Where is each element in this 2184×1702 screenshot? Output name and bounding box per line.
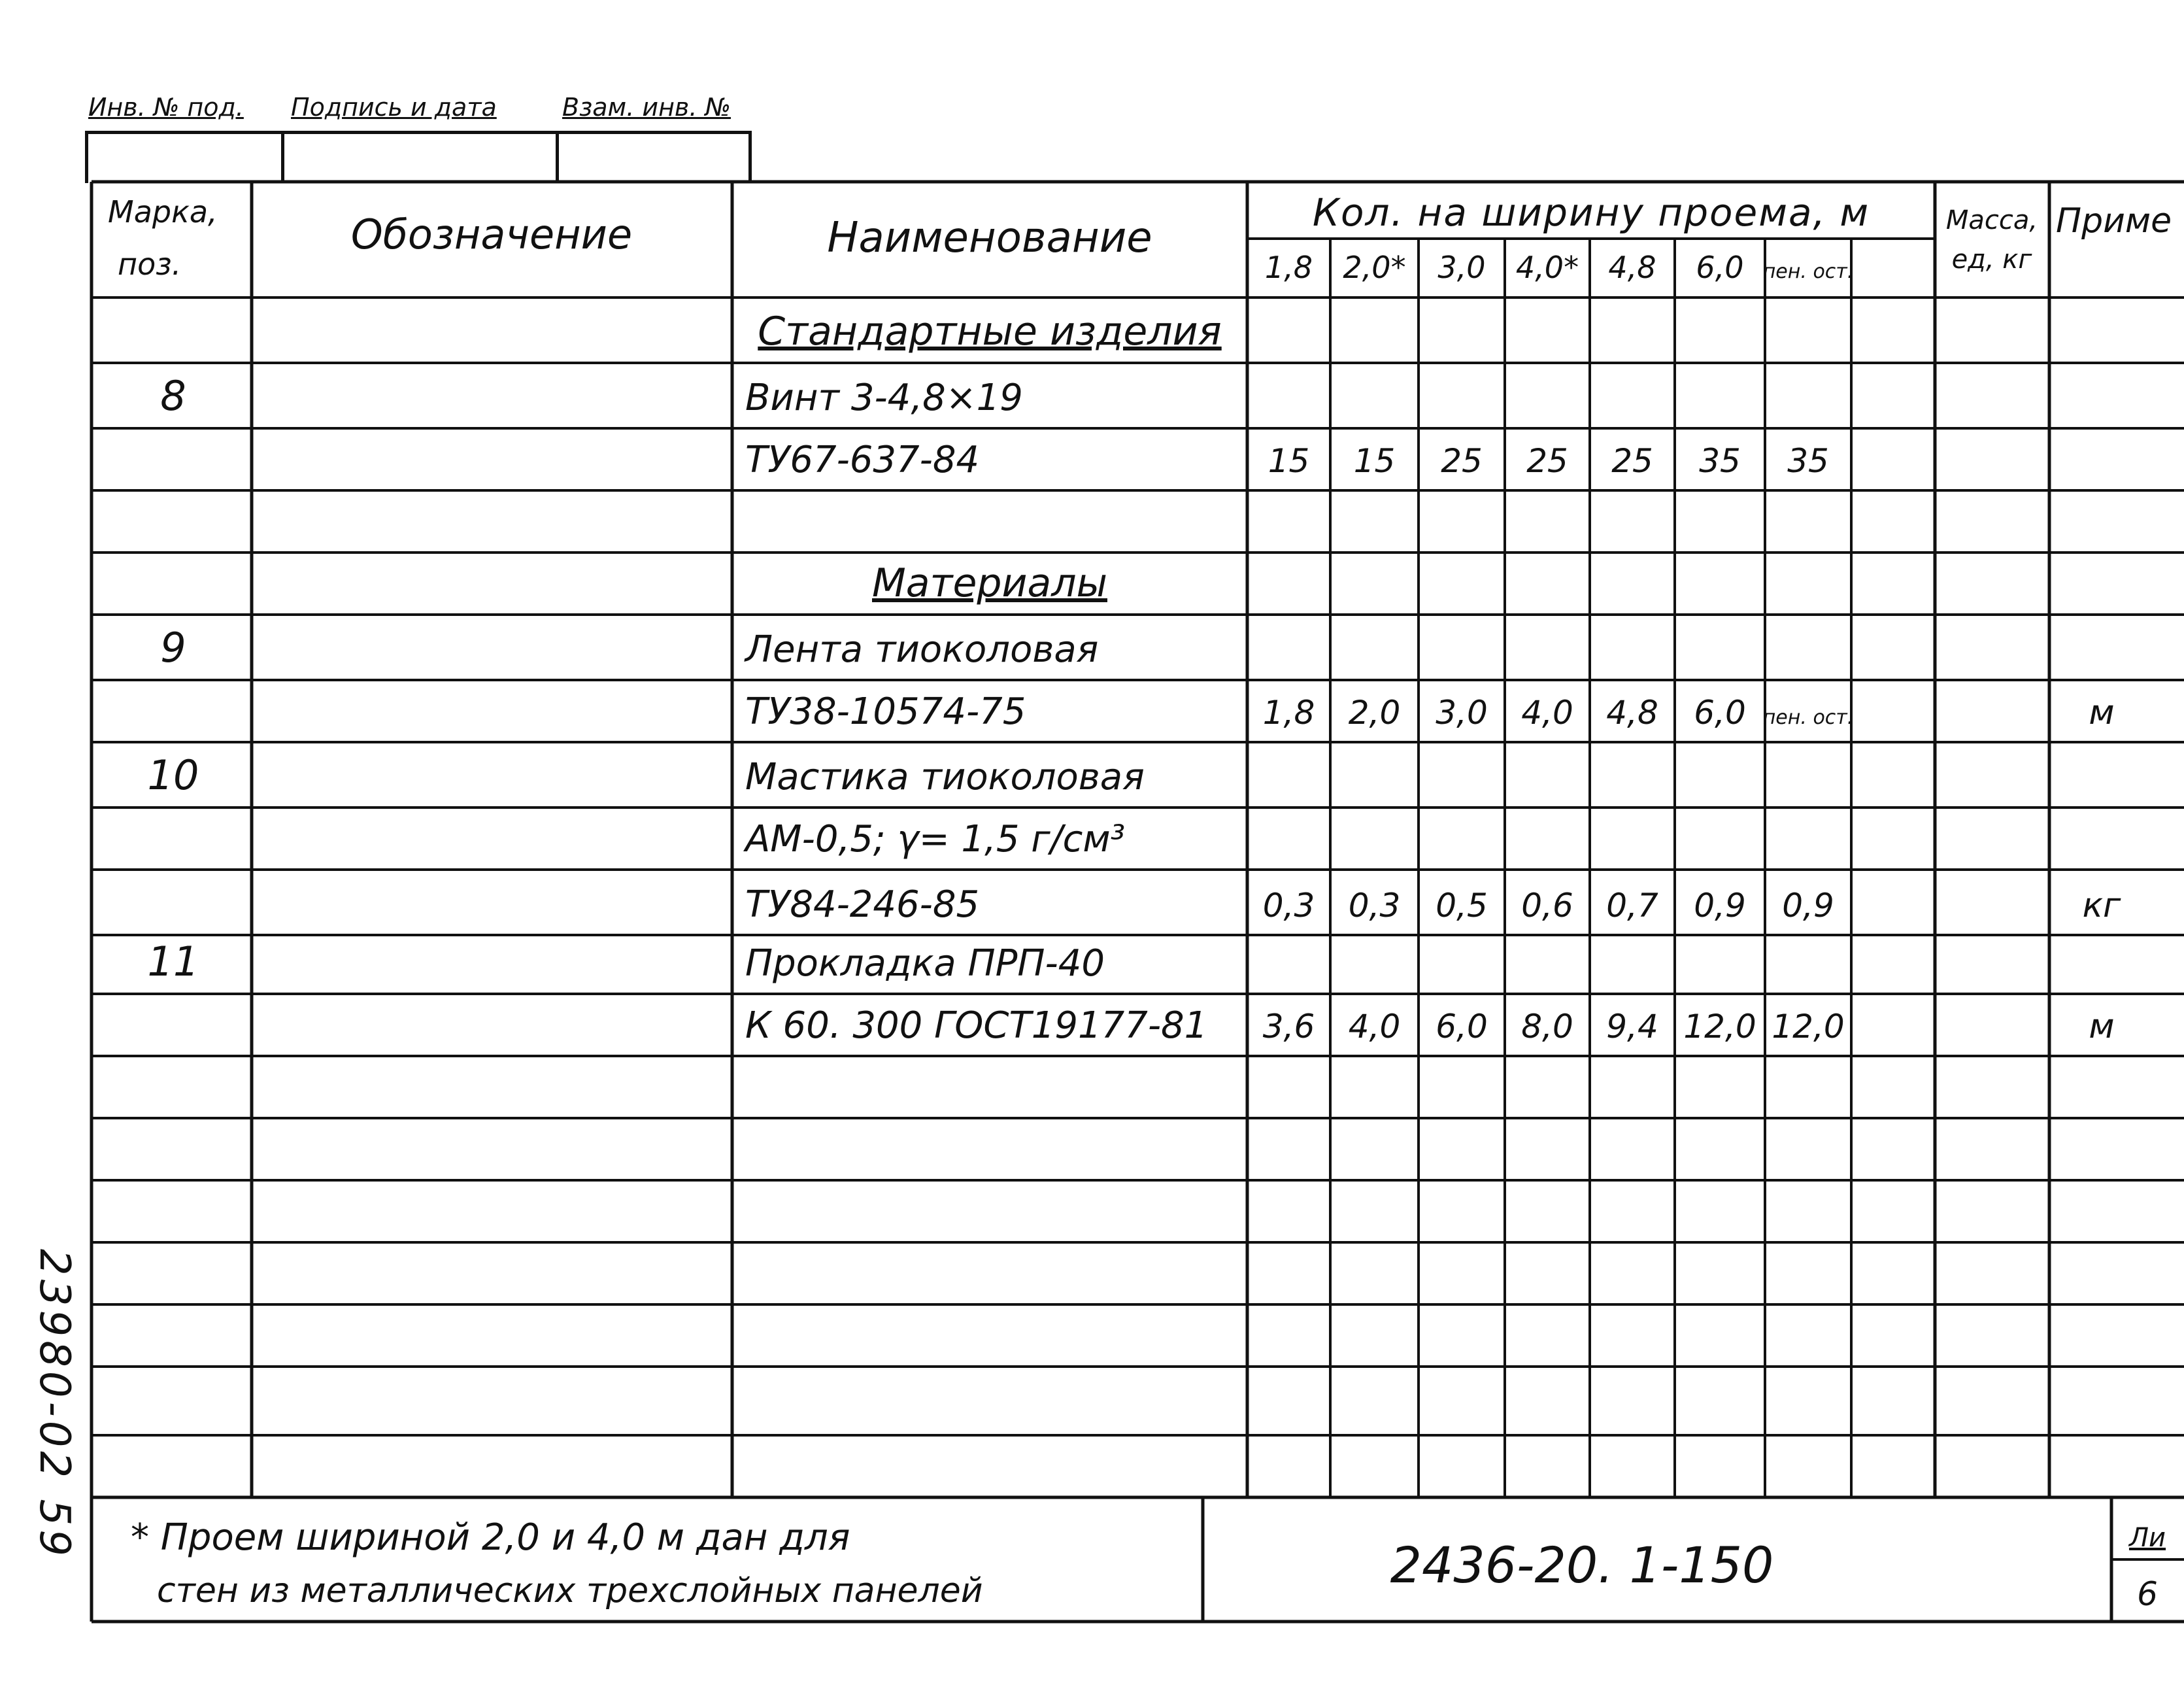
row-mark: 11 <box>147 938 199 985</box>
row-qty: 6,0 <box>1694 694 1746 732</box>
row-qty: 25 <box>1441 442 1483 480</box>
row-mark: 10 <box>147 751 199 799</box>
header-designation: Обозначение <box>350 211 633 258</box>
header-note: Приме <box>2056 201 2172 241</box>
row-qty: 15 <box>1268 442 1310 480</box>
row-section-title: Стандартные изделия <box>758 309 1222 354</box>
row-name: Мастика тиоколовая <box>745 756 1145 798</box>
row-qty: 4,0 <box>1348 1008 1401 1046</box>
header-width: 6,0 <box>1696 250 1744 285</box>
row-name: ТУ38-10574-75 <box>745 690 1026 733</box>
row-qty: 35 <box>1787 442 1829 480</box>
header-mark-2: поз. <box>118 247 182 282</box>
row-qty: 35 <box>1699 442 1741 480</box>
header-mass: Масса, <box>1945 205 2038 235</box>
row-qty: 0,6 <box>1521 887 1573 925</box>
sheet-number: 6 <box>2137 1575 2158 1613</box>
header-width: 4,0* <box>1515 250 1579 285</box>
footnote-line1: * Проем шириной 2,0 и 4,0 м дан для <box>131 1516 850 1559</box>
row-qty: 15 <box>1353 442 1396 480</box>
header-width: пен. ост. <box>1762 260 1854 283</box>
header-qty-title: Кол. на ширину проема, м <box>1312 190 1870 235</box>
row-note: м <box>2089 1007 2115 1046</box>
header-width: 4,8 <box>1608 250 1656 285</box>
row-qty: 9,4 <box>1606 1008 1658 1046</box>
row-mark: 9 <box>160 624 186 672</box>
row-qty: 0,5 <box>1436 887 1488 925</box>
row-qty: 3,6 <box>1262 1008 1315 1046</box>
header-width: 1,8 <box>1264 250 1313 285</box>
row-qty: 4,0 <box>1521 694 1573 732</box>
document-code: 2436-20. 1-150 <box>1390 1536 1774 1594</box>
row-mark: 8 <box>160 372 186 420</box>
header-width: 3,0 <box>1437 250 1486 285</box>
sheet-label: Ли <box>2128 1523 2166 1553</box>
row-name: ТУ67-637-84 <box>745 439 980 481</box>
row-qty: 25 <box>1611 442 1653 480</box>
row-qty: 12,0 <box>1772 1008 1845 1046</box>
row-qty: 1,8 <box>1262 694 1315 732</box>
stamp-replace-inv: Взам. инв. № <box>562 93 731 122</box>
header-name: Наименование <box>827 214 1152 262</box>
stamp-signature-date: Подпись и дата <box>291 93 497 122</box>
row-qty: 0,7 <box>1606 887 1658 925</box>
row-qty: 0,3 <box>1262 887 1315 925</box>
row-qty: 0,9 <box>1782 887 1834 925</box>
row-qty: 8,0 <box>1521 1008 1573 1046</box>
row-name: Лента тиоколовая <box>745 628 1099 671</box>
header-mass-2: ед, кг <box>1951 245 2032 275</box>
row-qty: 3,0 <box>1436 694 1488 732</box>
row-qty: 6,0 <box>1436 1008 1488 1046</box>
side-number-text: 23980-02 59 <box>30 1249 78 1560</box>
footnote-line2: стен из металлических трехслойных панелей <box>157 1571 983 1610</box>
row-qty: 12,0 <box>1683 1008 1756 1046</box>
header-width: 2,0* <box>1343 250 1406 285</box>
row-name: ТУ84-246-85 <box>745 883 980 926</box>
row-note: м <box>2089 693 2115 732</box>
row-name: Винт 3-4,8×19 <box>745 377 1023 419</box>
row-qty: 4,8 <box>1606 694 1658 732</box>
row-section-title: Материалы <box>872 560 1107 606</box>
stamp-inv-no: Инв. № под. <box>88 93 244 122</box>
row-qty: 0,9 <box>1694 887 1746 925</box>
row-name: К 60. 300 ГОСТ19177-81 <box>745 1004 1208 1047</box>
row-qty: 0,3 <box>1348 887 1401 925</box>
row-name: АМ-0,5; γ= 1,5 г/см³ <box>745 818 1126 860</box>
row-note: кг <box>2082 886 2121 925</box>
header-mark: Марка, <box>108 194 218 230</box>
row-qty: 25 <box>1526 442 1568 480</box>
row-qty: пен. ост. <box>1762 706 1854 729</box>
row-name: Прокладка ПРП-40 <box>745 942 1105 985</box>
row-qty: 2,0 <box>1348 694 1401 732</box>
